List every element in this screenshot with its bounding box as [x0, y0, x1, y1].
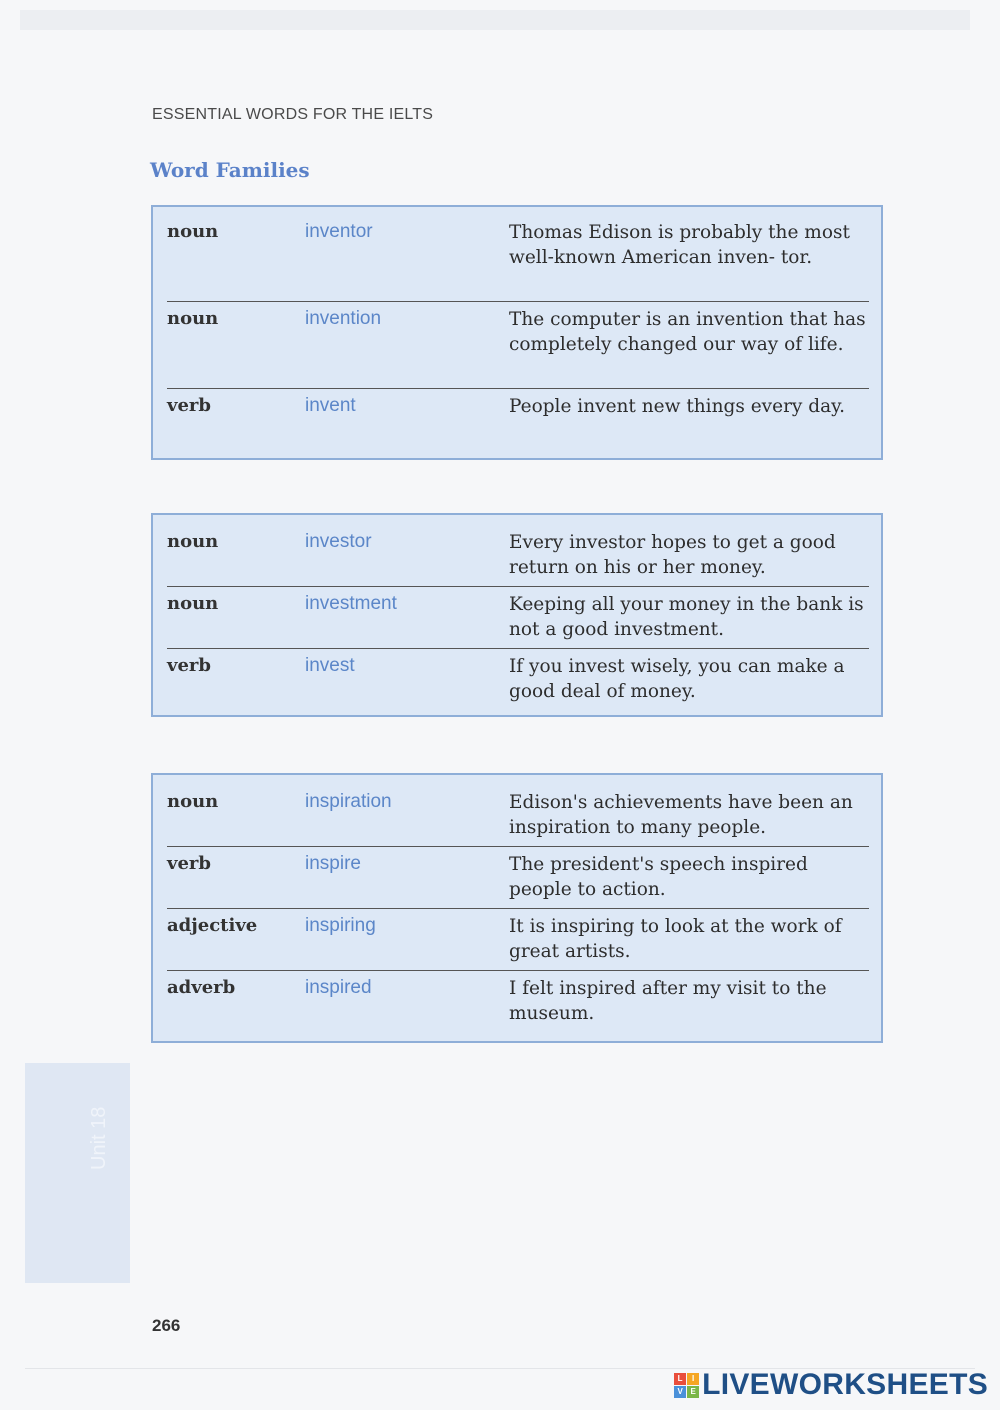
- part-of-speech: noun: [167, 531, 219, 552]
- page-top-edge: [20, 10, 970, 30]
- part-of-speech: verb: [167, 395, 211, 416]
- liveworksheets-brand: [674, 1368, 988, 1402]
- page-number: 266: [152, 1316, 181, 1335]
- word-form: invent: [305, 395, 356, 416]
- example-sentence: People invent new things every day.: [509, 396, 845, 417]
- table-row: [167, 971, 869, 1033]
- table-row: [167, 587, 869, 649]
- table-row: [167, 909, 869, 971]
- example-sentence: Keeping all your money in the bank is not a good investment.: [509, 594, 864, 640]
- table-row: [167, 389, 869, 419]
- example-sentence: If you invest wisely, you can make a good deal of money.: [509, 656, 845, 702]
- liveworksheets-logo-icon: [674, 1373, 699, 1398]
- logo-tile: V: [674, 1386, 686, 1398]
- unit-side-tab: [25, 1063, 130, 1283]
- table-row: [167, 847, 869, 909]
- example-sentence: It is inspiring to look at the work of great artists.: [509, 916, 842, 962]
- part-of-speech: noun: [167, 593, 219, 614]
- word-form: invention: [305, 308, 382, 329]
- example-sentence: The computer is an invention that has completely changed our way of life.: [509, 309, 866, 355]
- word-family-table-inspire: [151, 773, 883, 1043]
- word-form: investor: [305, 531, 372, 552]
- table-row: [167, 215, 869, 302]
- word-form: inspired: [305, 977, 372, 998]
- word-form: inspiration: [305, 791, 392, 812]
- example-sentence: The president's speech inspired people to action.: [509, 854, 808, 900]
- table-row: [167, 302, 869, 389]
- part-of-speech: noun: [167, 308, 219, 329]
- example-sentence: Edison's achievements have been an inspiration to many people.: [509, 792, 853, 838]
- part-of-speech: adjective: [167, 915, 258, 936]
- part-of-speech: noun: [167, 221, 219, 242]
- section-title: Word Families: [150, 158, 310, 182]
- unit-side-tab-label: Unit 18: [88, 1106, 110, 1170]
- running-head: ESSENTIAL WORDS FOR THE IELTS: [152, 106, 434, 123]
- table-row: [167, 525, 869, 587]
- word-family-table-invent: [151, 205, 883, 460]
- word-family-table-invest: [151, 513, 883, 717]
- example-sentence: Thomas Edison is probably the most well-known American inven- tor.: [509, 222, 850, 268]
- example-sentence: I felt inspired after my visit to the museum.: [509, 978, 827, 1024]
- brand-text: LIVEWORKSHEETS: [702, 1368, 988, 1401]
- word-form: invest: [305, 655, 355, 676]
- logo-tile: I: [687, 1373, 699, 1385]
- word-form: inspire: [305, 853, 361, 874]
- example-sentence: Every investor hopes to get a good return on his or her money.: [509, 532, 836, 578]
- part-of-speech: verb: [167, 853, 211, 874]
- part-of-speech: adverb: [167, 977, 236, 998]
- logo-tile: L: [674, 1373, 686, 1385]
- word-form: inventor: [305, 221, 373, 242]
- part-of-speech: verb: [167, 655, 211, 676]
- table-row: [167, 785, 869, 847]
- word-form: investment: [305, 593, 397, 614]
- part-of-speech: noun: [167, 791, 219, 812]
- logo-tile: E: [687, 1386, 699, 1398]
- table-row: [167, 649, 869, 711]
- word-form: inspiring: [305, 915, 376, 936]
